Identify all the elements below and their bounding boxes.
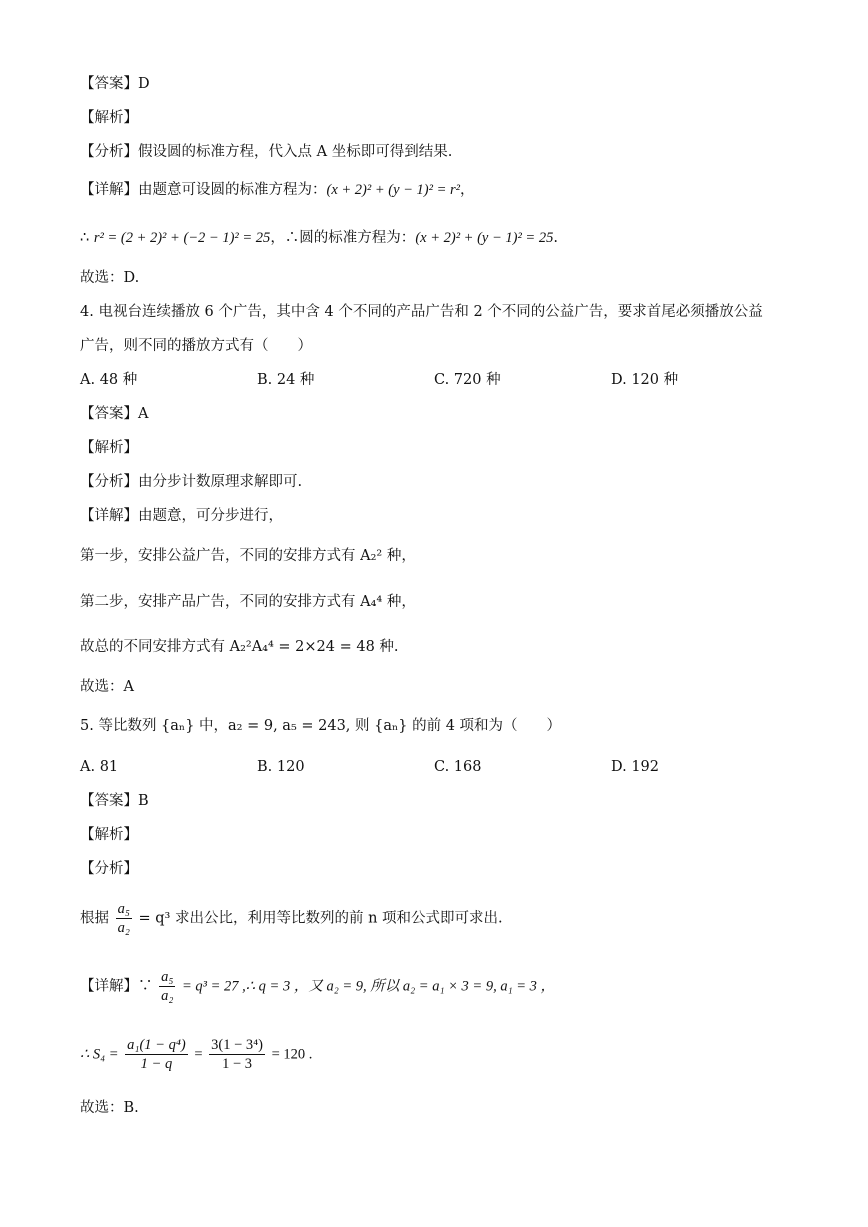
q5-stem: 5. 等比数列 {aₙ} 中，a₂ = 9, a₅ = 243, 则 {aₙ} 的前 4 项和为（ ） (80, 718, 562, 734)
q5-analysis-heading: 【解析】 (80, 827, 138, 843)
q5-detail-label: 【详解】∵ (80, 978, 153, 995)
fraction-denominator: 1 − q (140, 1056, 173, 1072)
q5-method-pre: 根据 (80, 910, 109, 927)
q4-option-a: A. 48 种 (80, 372, 138, 388)
q4-stem-line2: 广告，则不同的播放方式有（ ） (80, 338, 312, 354)
q5-sum (80, 1036, 312, 1073)
q3-detail-label: 【详解】由题意可设圆的标准方程为： (80, 182, 327, 198)
q4-fenxi: 【分析】由分步计数原理求解即可. (80, 474, 303, 490)
q3-fenxi: 【分析】假设圆的标准方程，代入点 A 坐标即可得到结果. (80, 144, 453, 160)
q5-option-a: A. 81 (80, 759, 119, 775)
fraction-numerator: a₁(1 − q⁴) (127, 1037, 186, 1053)
q3-choose: 故选：D. (80, 270, 140, 286)
q4-total: 故总的不同安排方式有 A₂²A₄⁴ = 2×24 = 48 种. (80, 639, 399, 655)
fraction-numerator: a₅ (161, 969, 174, 985)
q5-option-d: D. 192 (611, 759, 660, 775)
q5-choose: 故选：B. (80, 1100, 139, 1116)
ratio-fraction (159, 968, 175, 1005)
q3-detail-end: ， (460, 182, 475, 198)
q3-analysis-heading: 【解析】 (80, 110, 138, 126)
q5-detail (80, 968, 555, 1005)
equals-sign: = (194, 1046, 203, 1063)
q4-choose: 故选：A (80, 679, 134, 695)
q5-answer: 【答案】B (80, 793, 149, 809)
ratio-fraction (116, 900, 132, 937)
q4-stem-line1: 4. 电视台连续播放 6 个广告，其中含 4 个不同的产品广告和 2 个不同的公益广告，要求首尾必须播放公益 (80, 304, 763, 320)
q3-calculation (80, 228, 558, 248)
sum-formula-fraction (125, 1036, 188, 1073)
q5-sum-end: = 120 . (271, 1046, 313, 1063)
q3-calc-mid: ，∴圆的标准方程为： (270, 230, 416, 246)
q5-sum-lead: ∴ S₄ = (80, 1046, 119, 1063)
q3-answer: 【答案】D (80, 76, 150, 92)
q5-option-c: C. 168 (434, 759, 482, 775)
q4-step2: 第二步，安排产品广告，不同的安排方式有 A₄⁴ 种， (80, 594, 416, 610)
q3-detail-equation: (x + 2)² + (y − 1)² = r² (326, 182, 461, 198)
q4-option-b: B. 24 种 (257, 372, 315, 388)
q5-method (80, 900, 503, 937)
fraction-denominator: a₂ (161, 988, 174, 1004)
q3-circle-equation: (x + 2)² + (y − 1)² = 25 (415, 230, 554, 246)
fraction-numerator: a₅ (117, 901, 130, 917)
q4-detail: 【详解】由题意，可分步进行， (80, 508, 283, 524)
fraction-numerator: 3(1 − 3⁴) (211, 1037, 263, 1053)
q4-answer: 【答案】A (80, 406, 149, 422)
q4-step1: 第一步，安排公益广告，不同的安排方式有 A₂² 种， (80, 548, 416, 564)
sum-value-fraction (209, 1036, 265, 1073)
fraction-denominator: 1 − 3 (222, 1056, 253, 1072)
q4-option-d: D. 120 种 (611, 372, 679, 388)
q5-detail-post: = q³ = 27 ,∴ q = 3 ，又 a₂ = 9, 所以 a₂ = a₁ × 3 = 9, a₁ = 3 ， (182, 978, 556, 995)
q5-option-b: B. 120 (257, 759, 305, 775)
q3-detail (80, 180, 475, 200)
q5-method-post: = q³ 求出公比，利用等比数列的前 n 项和公式即可求出. (138, 910, 503, 927)
fraction-denominator: a₂ (117, 920, 130, 936)
q5-fenxi: 【分析】 (80, 861, 138, 877)
therefore-symbol: ∴ (80, 230, 90, 246)
q3-radius-equation: r² = (2 + 2)² + (−2 − 1)² = 25 (93, 230, 271, 246)
q4-option-c: C. 720 种 (434, 372, 501, 388)
q3-calc-end: . (553, 230, 558, 246)
q4-analysis-heading: 【解析】 (80, 440, 138, 456)
